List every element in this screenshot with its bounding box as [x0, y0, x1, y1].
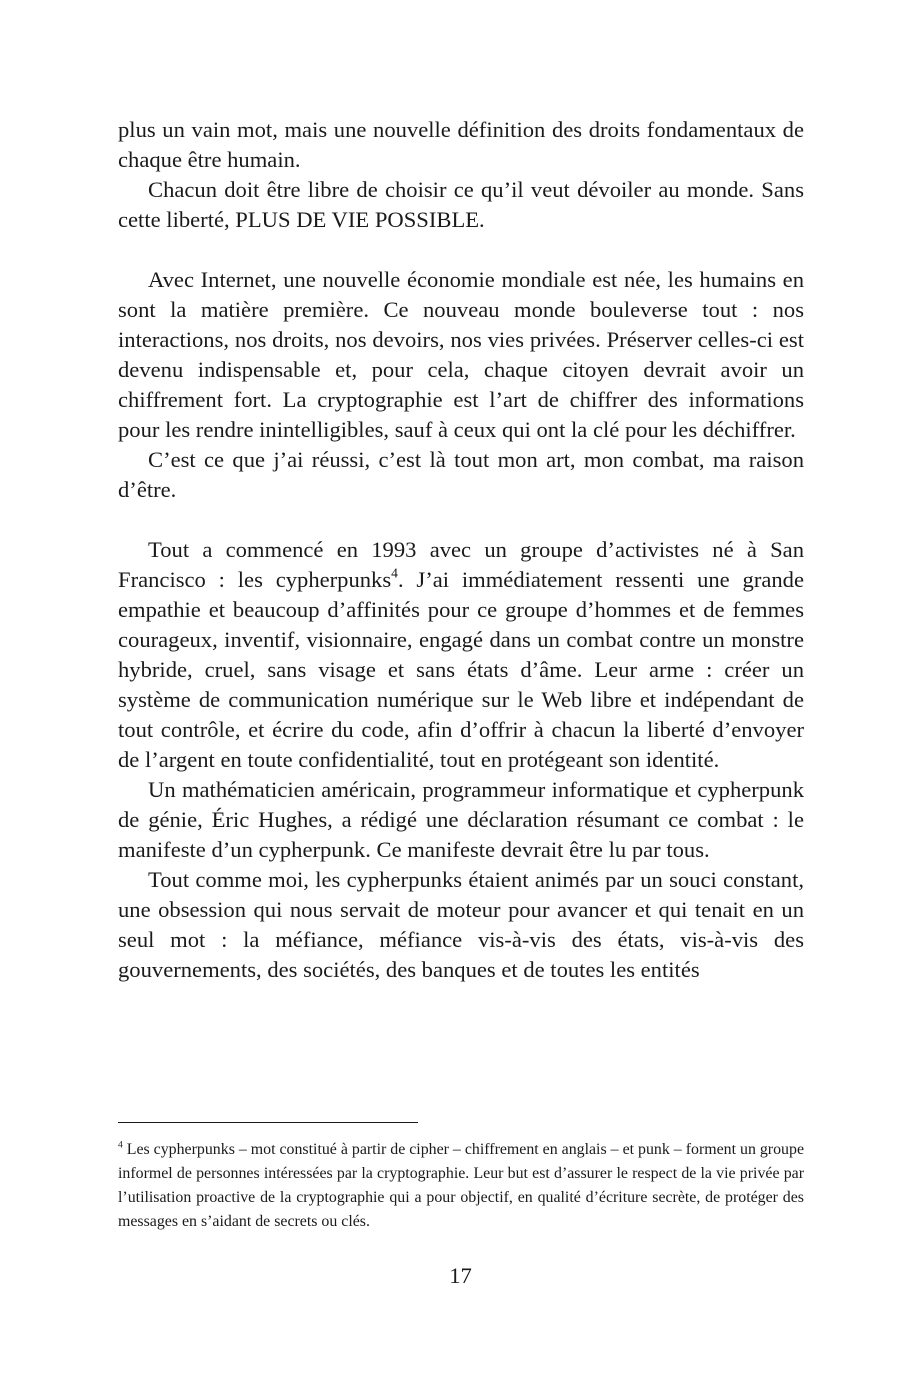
paragraph: Un mathématicien américain, programmeur informatique et cypherpunk de génie, Éric Hughes, a rédigé une déclaration résumant ce combat : le manifeste d’un cypherpunk. Ce manifeste devrait être lu par tous.: [118, 777, 804, 862]
paragraph: Avec Internet, une nouvelle économie mondiale est née, les humains en sont la matière première. Ce nouveau monde bouleverse tout : nos interactions, nos droits, nos devoirs, nos vies privées. Préserver celles-ci est devenu indispensable et, pour cela, chaque citoyen devrait avoir un chiffrement fort. La cryptographie est l’art de chiffrer des informations pour les rendre inintelligibles, sauf à ceux qui ont la clé pour les déchiffrer.: [118, 267, 804, 442]
footnote-reference[interactable]: 4: [391, 565, 398, 581]
footnote: [118, 1138, 804, 1234]
footnote-divider: [118, 1122, 418, 1123]
paragraph-text: Tout a commencé en 1993 avec un groupe d’activistes né à San Francisco : les cypherpunks: [118, 537, 804, 592]
paragraph-text: . J’ai immédiatement ressenti une grande empathie et beaucoup d’affinités pour ce groupe d’hommes et de femmes courageux, inventif, visionnaire, engagé dans un combat contre un monstre hybride, cruel, sans visage et sans états d’âme. Leur arme : créer un système de communication numérique sur le Web libre et indépendant de tout contrôle, et écrire du code, afin d’offrir à chacun la liberté d’envoyer de l’argent en toute confidentialité, tout en protégeant son identité.: [118, 567, 804, 772]
paragraph: Chacun doit être libre de choisir ce qu’il veut dévoiler au monde. Sans cette liberté, PLUS DE VIE POSSIBLE.: [118, 177, 804, 232]
body-text: [118, 115, 804, 985]
paragraph: Tout comme moi, les cypherpunks étaient animés par un souci constant, une obsession qui nous servait de moteur pour avancer et qui tenait en un seul mot : la méfiance, méfiance vis-à-vis des états, vis-à-vis des gouvernements, des sociétés, des banques et de toutes les entités: [118, 867, 804, 982]
footnote-number: 4: [118, 1139, 123, 1151]
page-number: 17: [449, 1263, 472, 1288]
paragraph: [118, 535, 804, 775]
paragraph: plus un vain mot, mais une nouvelle définition des droits fondamentaux de chaque être humain.: [118, 117, 804, 172]
paragraph: C’est ce que j’ai réussi, c’est là tout mon art, mon combat, ma raison d’être.: [118, 447, 804, 502]
footnote-text: Les cypherpunks – mot constitué à partir de cipher – chiffrement en anglais – et punk – forment un groupe informel de personnes intéressées par la cryptographie. Leur but est d’assurer le respect de la vie privée par l’utilisation proactive de la cryptographie qui a pour objectif, en qualité d’écriture secrète, de protéger des messages en s’aidant de secrets ou clés.: [118, 1141, 804, 1230]
